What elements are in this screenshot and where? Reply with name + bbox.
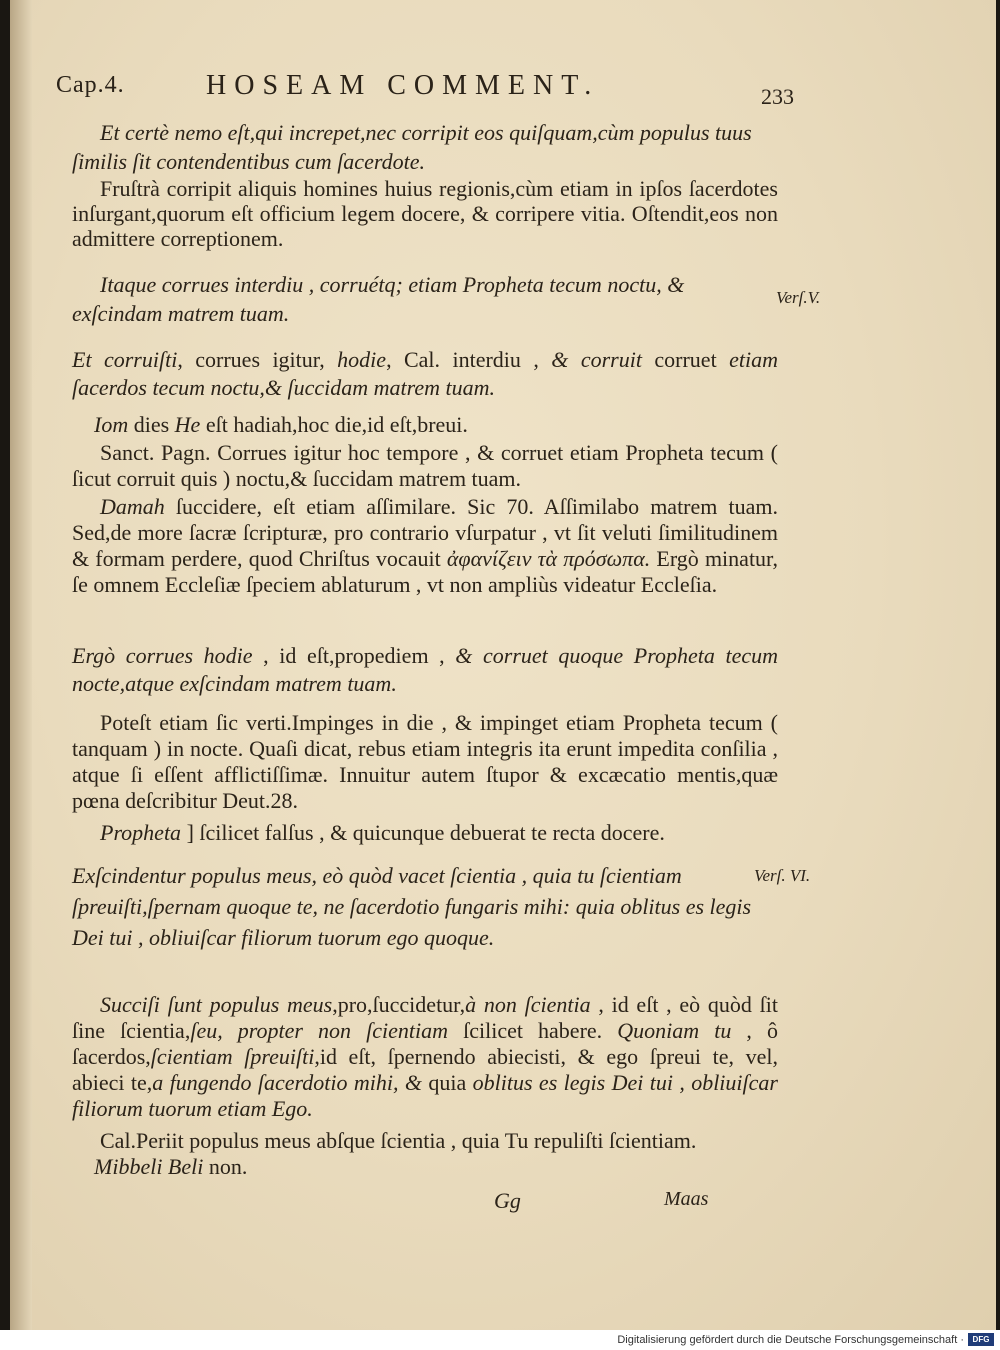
running-title: HOSEAM COMMENT. bbox=[206, 70, 600, 101]
translation-text: Et corruiſti, corrues igitur, hodie, Cal. interdiu , & corruit corruet etiam ſacerdos tecum noctu,& ſuccidam matrem tuam. bbox=[72, 347, 779, 400]
translation-2 bbox=[72, 642, 778, 698]
commentary-text: Fruſtrà corripit aliquis homines huius regionis,cùm etiam in ipſos ſacerdotes inſurgant,quorum eſt officium legem docere, & corripere vitia. Oſtendit,eos non admittere correptionem. bbox=[72, 176, 778, 251]
translation-1 bbox=[72, 346, 778, 402]
digitization-footer bbox=[0, 1330, 1000, 1350]
note-propheta bbox=[72, 820, 778, 846]
note-text: Damah ſuccidere, eſt etiam aſſimilare. Sic 70. Aſſimilabo matrem tuam. Sed,de more ſacræ ſcripturæ, pro contrario vſurpatur , vt ſit veluti ſimilitudinem & formam perdere, quod Chriſtus vocauit ἀφανίζειν τὰ πρόσωπα. Ergò minatur, ſe omnem Eccleſiæ ſpeciem ablaturum , vt non ampliùs videatur Eccleſia. bbox=[72, 494, 778, 597]
note-iom bbox=[72, 412, 778, 438]
commentary-1 bbox=[72, 176, 778, 251]
note-pagninus bbox=[72, 440, 778, 492]
note-chaldee bbox=[72, 1128, 778, 1154]
running-header bbox=[56, 70, 816, 110]
dfg-logo: DFG bbox=[968, 1333, 994, 1346]
margin-verse-5: Verſ.V. bbox=[776, 288, 821, 307]
lemma-text: Exſcindentur populus meus, eò quòd vacet ſcientia , quia tu ſcientiam ſpreuiſti,ſpernam quoque te, ne ſacerdotio fungaris mihi: quia oblitus es legis Dei tui , obliuiſcar filiorum tuorum ego quoque. bbox=[72, 863, 752, 950]
greek-phrase: ἀφανίζειν τὰ πρόσωπα. bbox=[446, 546, 651, 571]
translation-text: Ergò corrues hodie , id eſt,propediem , & corruet quoque Propheta tecum nocte,atque exſcindam matrem tuam. bbox=[72, 643, 778, 696]
lemma-text: Et certè nemo eſt,qui increpet,nec corripit eos quiſquam,cùm populus tuus ſimilis ſit contendentibus cum ſacerdote. bbox=[72, 120, 752, 174]
commentary-text: Succiſi ſunt populus meus,pro,ſuccidetur,à non ſcientia , id eſt , eò quòd ſit ſine ſcientia,ſeu, propter non ſcientiam ſcilicet habere. Quoniam tu , ô ſacerdos,ſcientiam ſpreuiſti,id eſt, ſpernendo abiecisti, & ego ſpreui te, vel, abieci te,a fungendo ſacerdotio mihi, & quia oblitus es legis Dei tui , obliuiſcar filiorum tuorum etiam Ego. bbox=[72, 992, 779, 1121]
lemma-3 bbox=[72, 860, 778, 953]
catchword: Maas bbox=[664, 1188, 709, 1210]
lemma-1 bbox=[72, 118, 778, 176]
signature-mark: Gg bbox=[494, 1188, 521, 1213]
page-gutter bbox=[10, 0, 32, 1330]
commentary-3 bbox=[72, 992, 778, 1122]
commentary-2 bbox=[72, 710, 778, 814]
note-text: Propheta ] ſcilicet falſus , & quicunque debuerat te recta docere. bbox=[100, 820, 665, 845]
commentary-text: Poteſt etiam ſic verti.Impinges in die , & impinget etiam Propheta tecum ( tanquam ) in nocte. Quaſi dicat, rebus etiam integris ita erunt impedita conſilia , atque ſi eſſent afflictiſſimæ. Innuitur autem ſtupor & excæcatio mentis,quæ pœna deſcribitur Deut.28. bbox=[72, 710, 778, 813]
lemma-2 bbox=[72, 270, 778, 328]
lemma-text: Itaque corrues interdiu , corruétq; etiam Propheta tecum noctu, & exſcindam matrem tuam. bbox=[72, 272, 685, 326]
note-text: Sanct. Pagn. Corrues igitur hoc tempore , & corruet etiam Propheta tecum ( ſicut corruit quis ) noctu,& ſuccidam matrem tuam. bbox=[72, 440, 778, 491]
footer-credit: Digitalisierung gefördert durch die Deutsche Forschungsgemeinschaft · bbox=[617, 1334, 964, 1346]
note-text: Cal.Periit populus meus abſque ſcientia , quia Tu repuliſti ſcientiam. bbox=[100, 1128, 697, 1153]
note-mibbeli bbox=[72, 1154, 778, 1180]
note-text: Mibbeli Beli non. bbox=[94, 1154, 248, 1179]
note-text: Iom dies He eſt hadiah,hoc die,id eſt,breui. bbox=[94, 412, 468, 437]
page-number: 233 bbox=[761, 84, 794, 109]
book-page bbox=[10, 0, 996, 1330]
note-damah bbox=[72, 494, 778, 598]
margin-verse-6: Verſ. VI. bbox=[754, 866, 811, 885]
chapter-label: Cap.4. bbox=[56, 72, 125, 98]
